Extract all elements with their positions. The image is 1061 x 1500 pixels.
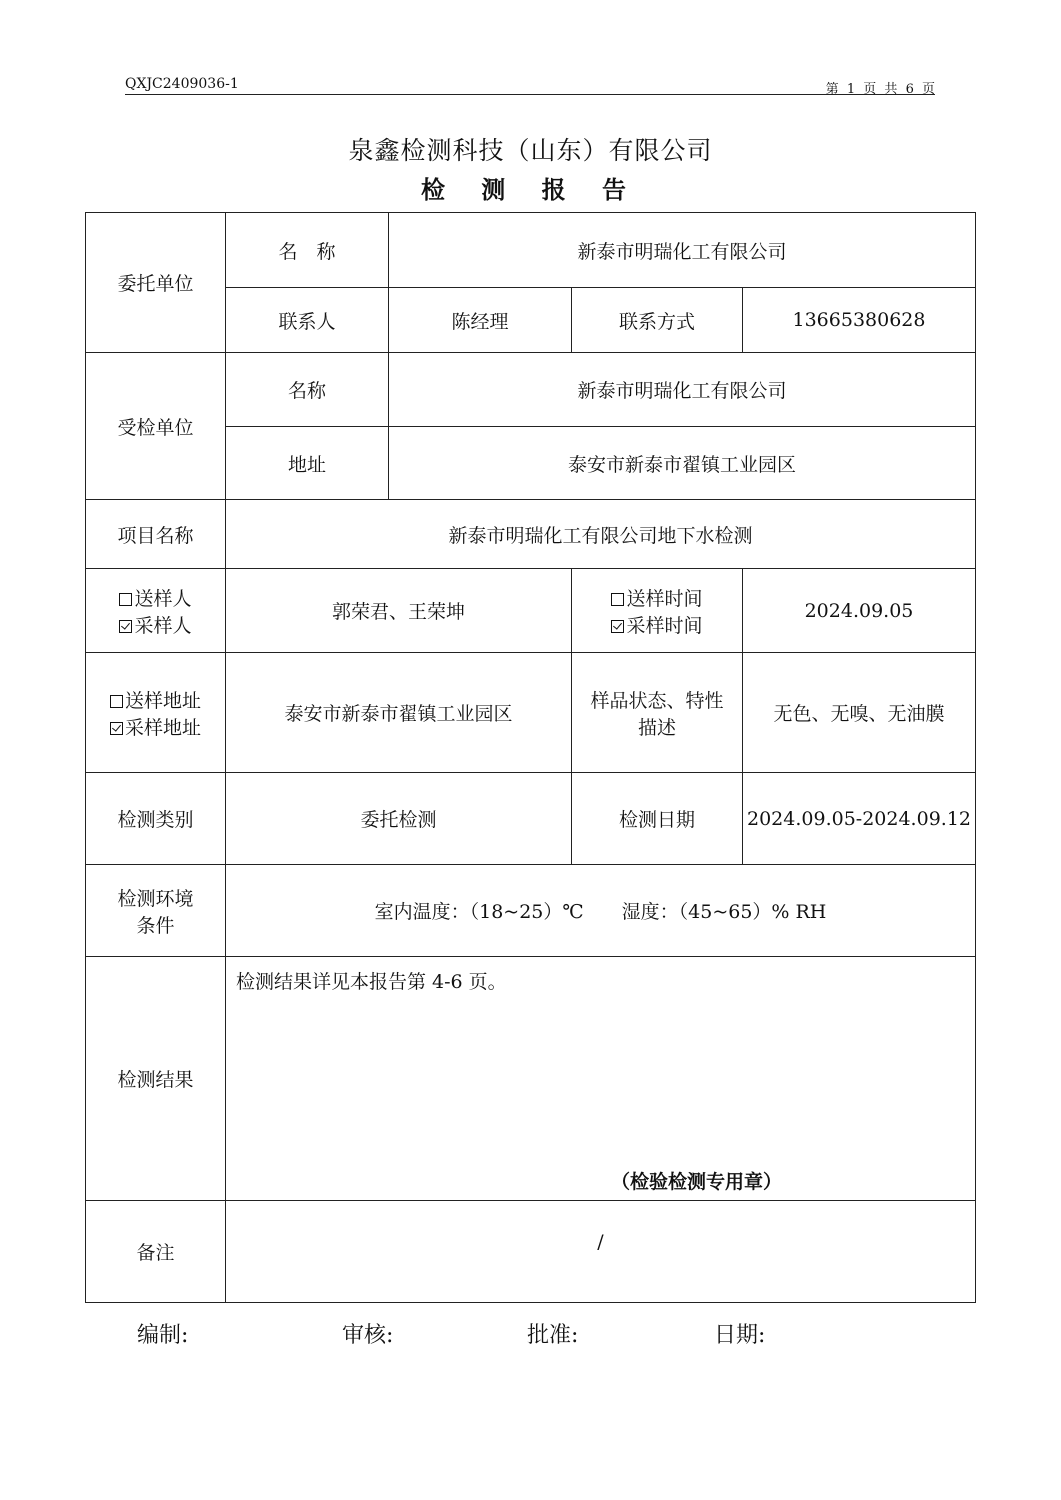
phone-value: 13665380628 (743, 288, 976, 353)
category-label: 检测类别 (86, 773, 226, 865)
result-label: 检测结果 (86, 957, 226, 1201)
inspected-section-label: 受检单位 (86, 353, 226, 500)
date-label: 日期: (714, 1323, 766, 1348)
category-value: 委托检测 (226, 773, 572, 865)
environment-label: 检测环境 条件 (86, 865, 226, 957)
sample-time-cell: 送样时间 采样时间 (572, 569, 743, 653)
remark-value: / (226, 1201, 976, 1303)
sample-address-checkbox (110, 722, 123, 735)
sample-date: 2024.09.05 (743, 569, 976, 653)
remark-label: 备注 (86, 1201, 226, 1303)
client-section-label: 委托单位 (86, 213, 226, 353)
phone-label: 联系方式 (572, 288, 743, 353)
result-text: 检测结果详见本报告第 4-6 页。 (236, 971, 507, 993)
test-date-label: 检测日期 (572, 773, 743, 865)
reviewer-label: 审核: (342, 1323, 394, 1348)
sender-checkbox (119, 593, 132, 606)
contact-label: 联系人 (226, 288, 389, 353)
sample-state-label: 样品状态、特性 描述 (572, 653, 743, 773)
approver-label: 批准: (527, 1323, 579, 1348)
test-date-value: 2024.09.05-2024.09.12 (743, 773, 976, 865)
stamp-label: （检验检测专用章） (611, 1171, 783, 1193)
result-cell (226, 957, 976, 1201)
project-label: 项目名称 (86, 500, 226, 569)
report-title: 检 测 报 告 (420, 175, 641, 204)
client-name-label: 名 称 (226, 213, 389, 288)
sender-sampler-cell: 送样人 采样人 (86, 569, 226, 653)
sample-state: 无色、无嗅、无油膜 (743, 653, 976, 773)
project-name: 新泰市明瑞化工有限公司地下水检测 (226, 500, 976, 569)
send-address-checkbox (110, 695, 123, 708)
client-name: 新泰市明瑞化工有限公司 (389, 213, 976, 288)
report-number: QXJC2409036-1 (125, 76, 239, 92)
sample-time-checkbox (611, 620, 624, 633)
inspected-name: 新泰市明瑞化工有限公司 (389, 353, 976, 427)
compiler-label: 编制: (137, 1323, 189, 1348)
inspected-address: 泰安市新泰市翟镇工业园区 (389, 427, 976, 500)
report-table (85, 212, 976, 1303)
inspected-name-label: 名称 (226, 353, 389, 427)
sample-address: 泰安市新泰市翟镇工业园区 (226, 653, 572, 773)
environment-value: 室内温度：（18~25）℃ 湿度：（45~65）% RH (226, 865, 976, 957)
send-time-checkbox (611, 593, 624, 606)
inspected-address-label: 地址 (226, 427, 389, 500)
sample-address-cell: 送样地址 采样地址 (86, 653, 226, 773)
page-indicator: 第 1 页 共 6 页 (825, 82, 935, 97)
sampler-names: 郭荣君、王荣坤 (226, 569, 572, 653)
contact-value: 陈经理 (389, 288, 572, 353)
company-name: 泉鑫检测科技（山东）有限公司 (348, 136, 713, 165)
sampler-checkbox (119, 620, 132, 633)
page-header (125, 74, 935, 95)
